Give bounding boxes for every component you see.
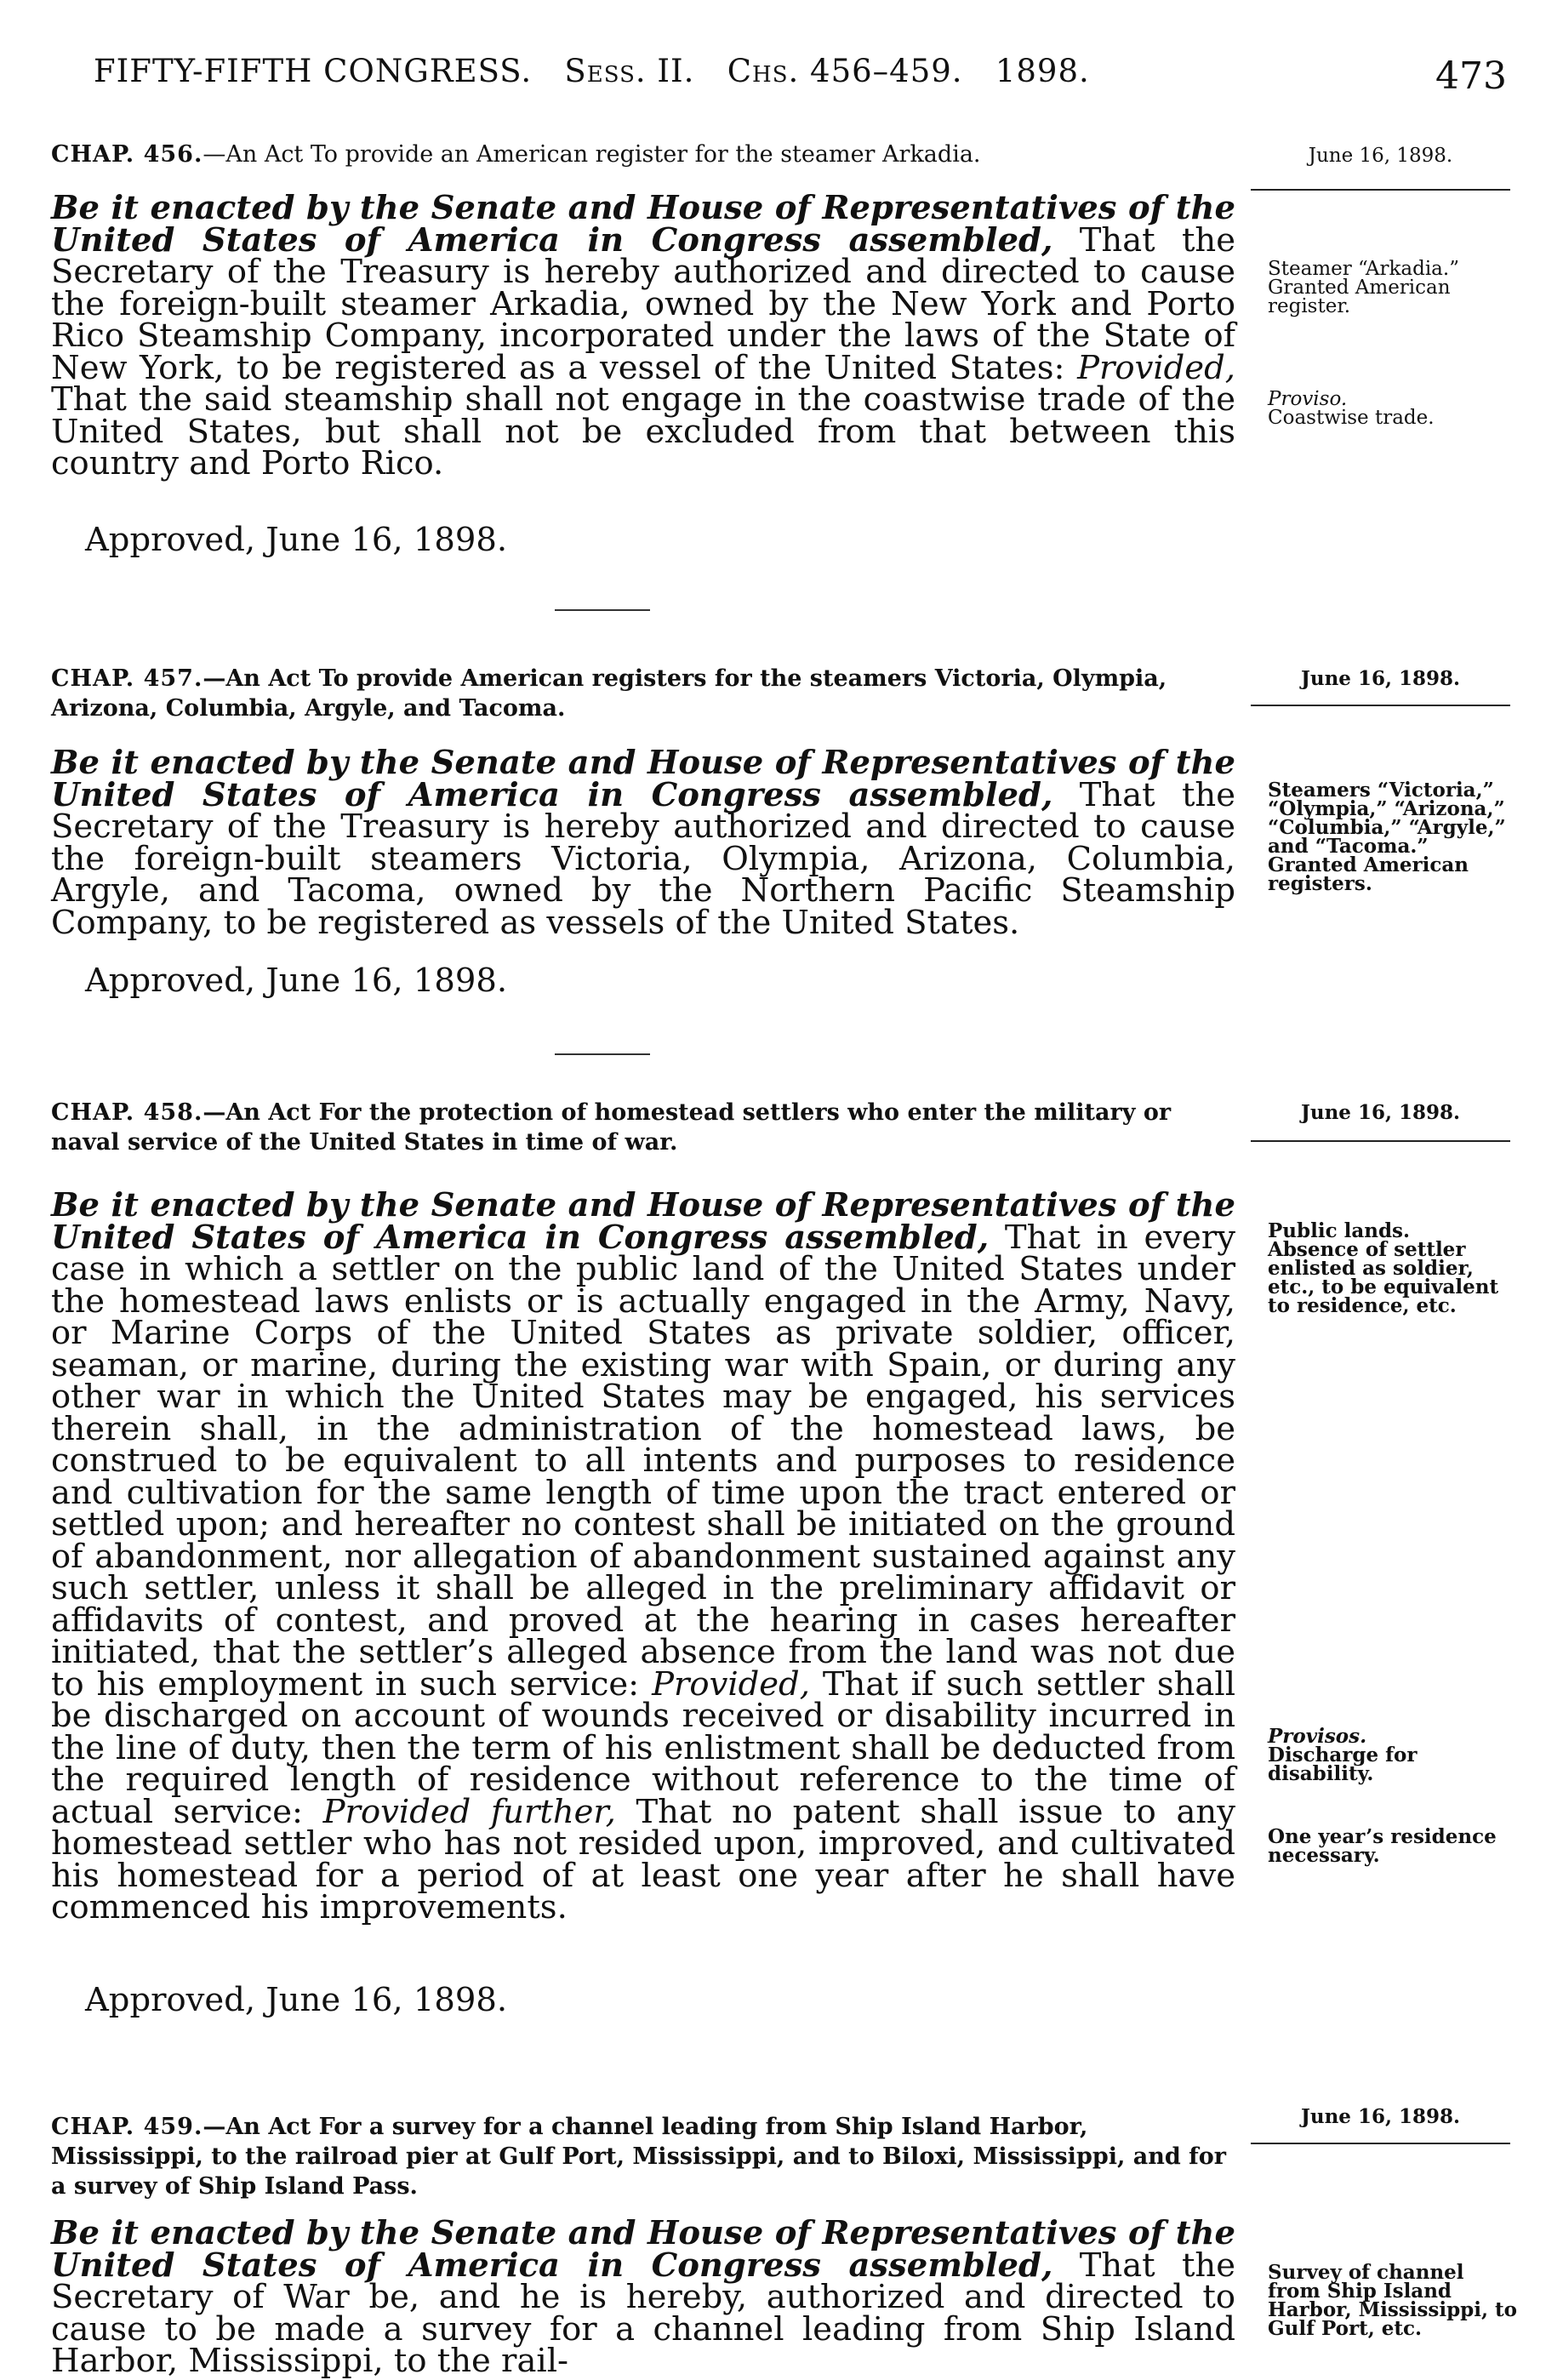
approval-line: Approved, June 16, 1898. [85,1981,507,2019]
chapter-heading [51,140,1235,169]
chapter-heading [51,1098,1235,1157]
approval-line: Approved, June 16, 1898. [85,962,507,1000]
chapter-label: CHAP. 456. [51,141,203,168]
margin-note [1268,260,1523,316]
margin-note-text: Absence of settler enlisted as soldier, etc., to be equivalent to residence, etc. [1268,1241,1523,1316]
enacting-clause: Be it enacted by the Senate and House of Representatives of the United States of America in Congress assembled, [51,189,1235,260]
proviso-further-word: Provided further, [323,1793,616,1831]
margin-note-text: Coastwise trade. [1268,408,1523,427]
session-label: Sess. II. [564,53,694,89]
chapter-body [51,1190,1235,1924]
margin-note-text: Granted American registers. [1268,856,1523,893]
page-number: 473 [1435,54,1507,98]
margin-note-title: Steamers “Victoria,” “Olympia,” “Arizona,” “Columbia,” “Argyle,” and “Tacoma.” [1268,781,1523,856]
margin-note-text: Granted American register. [1268,278,1523,316]
margin-note [1268,1727,1523,1784]
margin-note-title: Steamer “Arkadia.” [1268,260,1523,278]
chapter-heading [51,664,1235,723]
chapter-title: —An Act To provide American registers for the steamers Victoria, Olympia, Arizona, Columbia, Argyle, and Tacoma. [51,665,1167,722]
margin-note [1268,2263,1523,2338]
approval-line: Approved, June 16, 1898. [85,521,507,559]
margin-note-title: Survey of channel from Ship Island Harbor, Mississippi, to Gulf Port, etc. [1268,2263,1523,2338]
chapter-label: CHAP. 457. [51,665,203,692]
margin-note [1268,1828,1523,1865]
date-rule [1251,705,1510,706]
enacting-clause: Be it enacted by the Senate and House of Representatives of the United States of America in Congress assembled, [51,2214,1235,2285]
date-rule [1251,1140,1510,1142]
chapter-title: —An Act For a survey for a channel leading from Ship Island Harbor, Mississippi, to the railroad pier at Gulf Port, Mississippi, and to Biloxi, Mississippi, and for a survey of Ship Island Pass. [51,2114,1226,2200]
body-text-part2: That the said steamship shall not engage in the coastwise trade of the United States, but shall not be excluded from that between this country and Porto Rico. [51,380,1235,482]
body-text-part1: That the Secretary of War be, and he is hereby, authorized and directed to cause to be made a survey for a channel leading from Ship Island Harbor, Mississippi, to the rail- [51,2246,1235,2380]
enacting-clause: Be it enacted by the Senate and House of Representatives of the United States of America in Congress assembled, [51,744,1235,814]
margin-note-text: Discharge for disability. [1268,1746,1523,1784]
chapter-divider [555,1053,650,1055]
proviso-word: Provided, [1077,349,1235,387]
proviso-word: Provided, [652,1665,810,1704]
body-text-part1: That in every case in which a settler on the public land of the United States under the homestead laws enlists or is actually engaged in the Army, Navy, or Marine Corps of the United States as private soldier, officer, seaman, or marine, during the existing war with Spain, or during any other war in which the United States may be engaged, his services therein shall, in the administration of the homestead laws, be construed to be equivalent to all intents and purposes to residence and cultivation for the same length of time upon the tract entered or settled upon; and hereafter no contest shall be initiated on the ground of abandonment, nor allegation of abandonment sustained against any such settler, unless it shall be alleged in the preliminary affidavit or affidavits of contest, and proved at the hearing in cases hereafter initiated, that the settler’s alleged absence from the land was not due to his employment in such service: [51,1219,1235,1704]
chapter-label: CHAP. 458. [51,1099,203,1126]
header-year: 1898. [995,53,1090,89]
margin-note-title: One year’s residence necessary. [1268,1828,1523,1865]
chapter-title: —An Act To provide an American register for the steamer Arkadia. [203,141,980,168]
chapter-date: June 16, 1898. [1251,2105,1510,2128]
margin-note-title: Proviso. [1268,390,1523,408]
enacting-clause: Be it enacted by the Senate and House of Representatives of the United States of America in Congress assembled, [51,1186,1235,1257]
chapter-date: June 16, 1898. [1251,145,1510,167]
chapter-divider [555,609,650,611]
chapter-heading [51,2112,1235,2201]
body-text-part1: That the Secretary of the Treasury is hereby authorized and directed to cause the foreign-built steamers Victoria, Olympia, Arizona, Columbia, Argyle, and Tacoma, owned by the Northern Pacific Steamship Company, to be registered as vessels of the United States. [51,776,1235,942]
chapter-title: —An Act For the protection of homestead settlers who enter the military or naval service of the United States in time of war. [51,1099,1171,1156]
date-rule [1251,2143,1510,2144]
margin-note-title: Public lands. [1268,1222,1523,1241]
chapter-date: June 16, 1898. [1251,1101,1510,1124]
chapter-body [51,2217,1235,2377]
date-rule [1251,189,1510,191]
chapter-body [51,192,1235,480]
body-text-part2: That if such settler shall be discharged on account of wounds received or disability incurred in the line of duty, then the term of his enlistment shall be deducted from the required length of residence without reference to the time of actual service: [51,1665,1235,1831]
chapters-range: Chs. 456–459. [727,53,963,89]
chapter-label: CHAP. 459. [51,2114,203,2140]
running-head [94,53,1090,89]
chapter-body [51,747,1235,939]
chapter-date: June 16, 1898. [1251,667,1510,690]
margin-note [1268,1222,1523,1316]
margin-note [1268,781,1523,893]
margin-note [1268,390,1523,427]
body-text-part1: That the Secretary of the Treasury is hereby authorized and directed to cause the foreign-built steamer Arkadia, owned by the New York and Porto Rico Steamship Company, incorporated under the laws of the State of New York, to be registered as a vessel of the United States: [51,221,1235,387]
body-text-part3: That no patent shall issue to any homestead settler who has not resided upon, improved, and cultivated his homestead for a period of at least one year after he shall have commenced his improvements. [51,1793,1235,1927]
congress-title: FIFTY-FIFTH CONGRESS. [94,53,532,89]
margin-note-title: Provisos. [1268,1727,1523,1746]
